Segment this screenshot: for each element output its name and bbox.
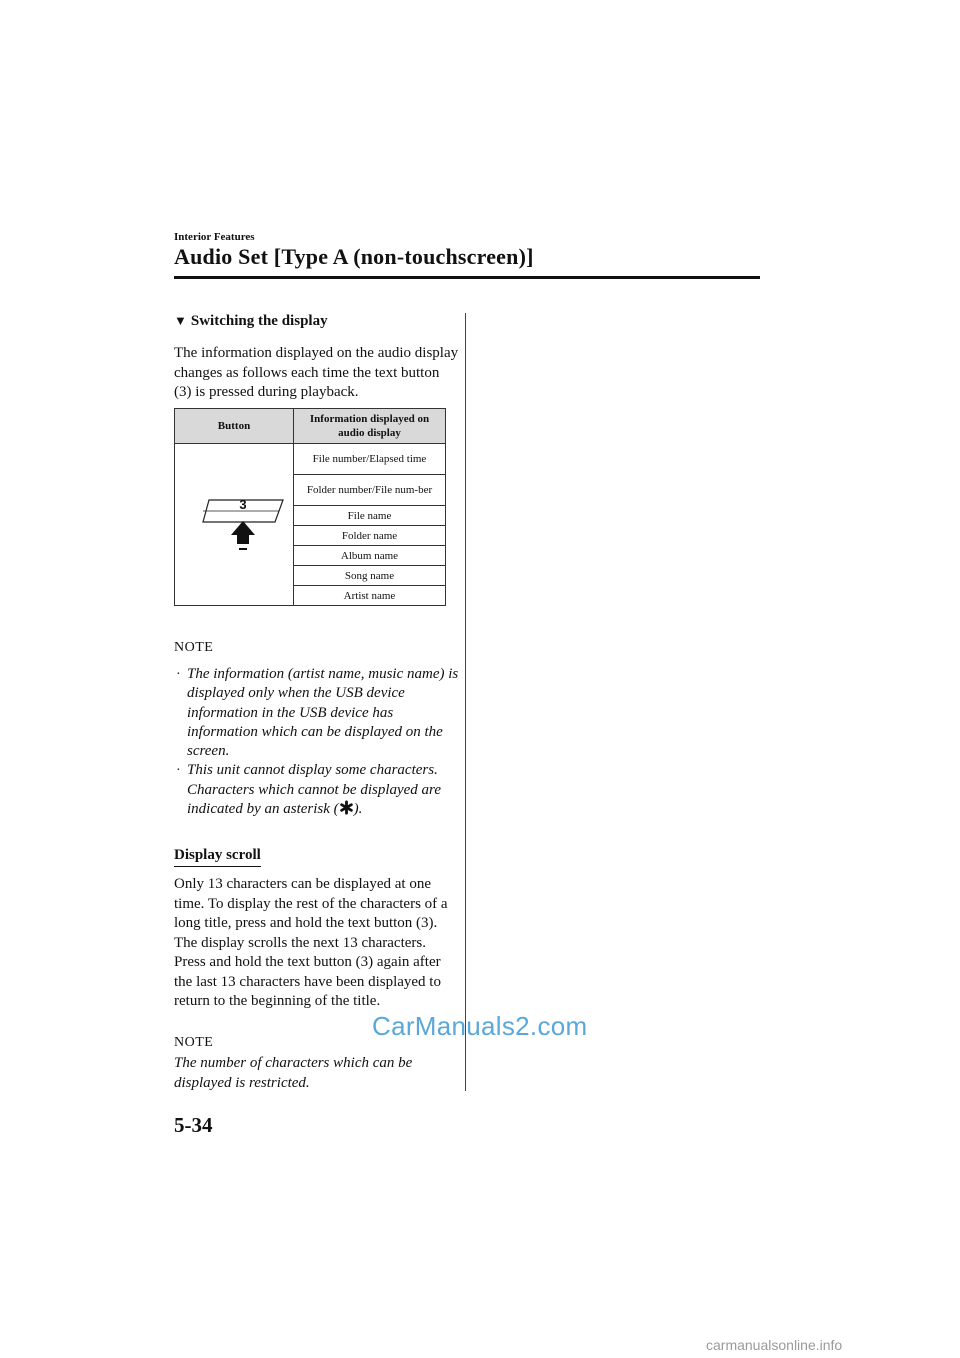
note-list [174, 665, 460, 819]
display-scroll-text: Only 13 characters can be displayed at one time. To display the rest of the characters of a long title, press and hold the text button (3). The display scrolls the next 13 characters. Press and hold the text button (3) again after the last 13 characters have been displayed to return to the beginning of the title. [174, 876, 448, 1009]
display-scroll-heading [174, 847, 261, 867]
note-text: The information (artist name, music name) is displayed only when the USB device information in the USB device has information which can be displayed on the screen. [187, 666, 459, 760]
section-label: Interior Features [174, 231, 255, 243]
table-header-row [175, 409, 446, 444]
page-number: 5-34 [174, 1113, 213, 1137]
text-button-graphic-cell [175, 444, 294, 606]
column-divider [465, 313, 466, 1091]
display-info-table [174, 408, 446, 606]
table-cell-info: Folder name [294, 526, 446, 546]
watermark: CarManuals2.com [372, 1011, 588, 1041]
note-item [174, 665, 460, 761]
page-title: Audio Set [Type A (non-touchscreen)] [174, 244, 534, 269]
switching-display-heading [174, 313, 328, 330]
bullet-icon: · [176, 763, 181, 779]
note-text: The number of characters which can be displayed is restricted. [174, 1055, 413, 1091]
button-number-label: 3 [239, 496, 247, 512]
table-row [175, 444, 446, 475]
table-cell-info: Song name [294, 566, 446, 586]
table-cell-info: File number/Elapsed time [294, 444, 446, 475]
switching-intro-text: The information displayed on the audio display changes as follows each time the text button (3) is pressed during playback. [174, 345, 459, 400]
text-button-3-icon [179, 490, 289, 560]
note-item [174, 761, 460, 819]
note-suffix: ). [353, 801, 363, 818]
note-text: This unit cannot display some characters. Characters which cannot be displayed are indicated by an asterisk ( [187, 762, 441, 818]
triangle-down-icon: ▼ [174, 313, 187, 328]
table-cell-info: Artist name [294, 586, 446, 606]
asterisk-icon [339, 800, 354, 815]
table-cell-info: Folder number/File num-ber [294, 475, 446, 506]
switching-display-heading-text: Switching the display [190, 313, 328, 329]
table-cell-info: File name [294, 506, 446, 526]
note-label: NOTE [174, 640, 214, 655]
table-header-info: Information displayed on audio display [294, 409, 446, 444]
table-cell-info: Album name [294, 546, 446, 566]
table-header-button: Button [175, 409, 294, 444]
bullet-icon: · [176, 667, 181, 682]
display-scroll-heading-text: Display scroll [174, 847, 261, 867]
footer-link[interactable]: carmanualsonline.info [706, 1337, 843, 1353]
title-rule [174, 276, 760, 279]
note-label: NOTE [174, 1035, 214, 1050]
